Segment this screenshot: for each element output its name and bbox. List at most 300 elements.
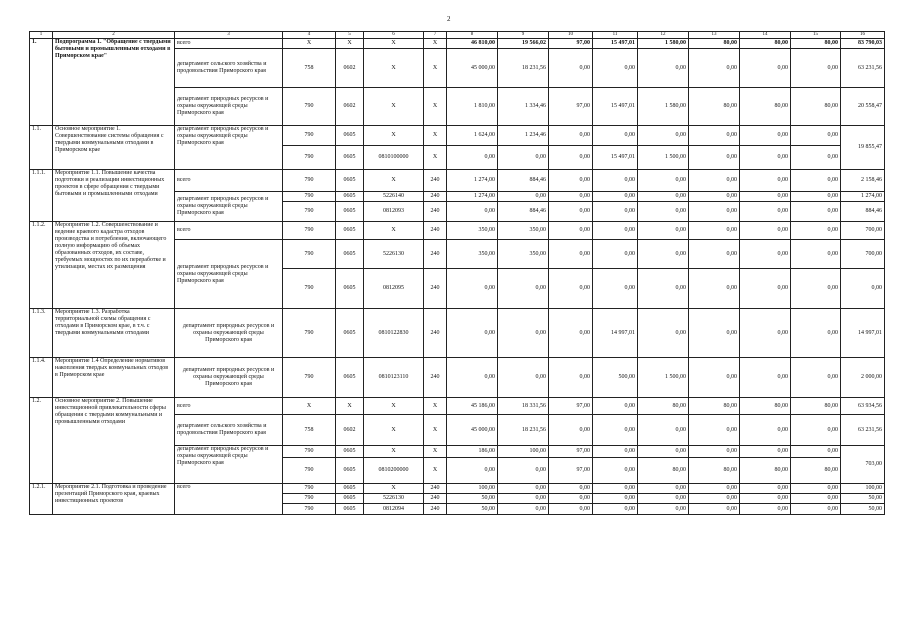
table-cell: 0,00 xyxy=(447,202,498,222)
table-cell: 0810200000 xyxy=(364,458,424,484)
table-cell: 80,00 xyxy=(740,39,791,49)
column-number: 16 xyxy=(841,32,885,39)
table-cell: 0,00 xyxy=(638,126,689,146)
table-row xyxy=(30,222,885,240)
table-cell: 0,00 xyxy=(593,192,638,202)
table-cell: 790 xyxy=(283,146,336,170)
table-cell: 100,00 xyxy=(447,484,498,494)
table-cell: 0,00 xyxy=(549,222,593,240)
table-cell: 45 000,00 xyxy=(447,49,498,88)
table-cell: 18 231,56 xyxy=(498,415,549,446)
table-cell: 0,00 xyxy=(791,202,841,222)
table-cell: 0,00 xyxy=(549,126,593,146)
table-cell: 0,00 xyxy=(638,49,689,88)
table-cell: 884,46 xyxy=(498,170,549,192)
table-cell: 63 231,56 xyxy=(841,415,885,446)
table-cell: 0605 xyxy=(336,202,364,222)
table-cell: 0,00 xyxy=(593,170,638,192)
table-cell: X xyxy=(424,458,447,484)
table-cell: 1.1.3. xyxy=(30,309,53,358)
table-cell: 0,00 xyxy=(740,202,791,222)
table-cell: 0,00 xyxy=(549,192,593,202)
table-cell: 0,00 xyxy=(791,504,841,515)
table-cell: 0,00 xyxy=(740,484,791,494)
table-cell: 0,00 xyxy=(791,484,841,494)
table-cell: 240 xyxy=(424,170,447,192)
table-cell: 15 497,01 xyxy=(593,88,638,126)
table-cell: 0,00 xyxy=(593,484,638,494)
table-cell: 80,00 xyxy=(689,88,740,126)
table-cell: 0,00 xyxy=(593,458,638,484)
table-cell: 97,00 xyxy=(549,88,593,126)
table-cell: 0,00 xyxy=(689,222,740,240)
table-cell: 790 xyxy=(283,170,336,192)
table-cell: 240 xyxy=(424,309,447,358)
table-cell: X xyxy=(364,446,424,458)
table-cell: 240 xyxy=(424,494,447,504)
table-cell: 80,00 xyxy=(740,88,791,126)
table-cell: 790 xyxy=(283,88,336,126)
table-cell: 0,00 xyxy=(638,269,689,309)
table-row xyxy=(30,170,885,192)
table-cell: 0,00 xyxy=(447,146,498,170)
table-cell: 0,00 xyxy=(791,49,841,88)
table-cell: 0810122830 xyxy=(364,309,424,358)
table-cell: 350,00 xyxy=(447,240,498,269)
table-cell: 240 xyxy=(424,240,447,269)
table-cell: 0,00 xyxy=(740,126,791,146)
table-cell: 0,00 xyxy=(791,494,841,504)
column-number: 13 xyxy=(689,32,740,39)
column-number: 9 xyxy=(498,32,549,39)
table-cell: 0,00 xyxy=(638,192,689,202)
table-cell: 1 274,00 xyxy=(841,192,885,202)
table-cell: 0,00 xyxy=(638,494,689,504)
table-cell: 0,00 xyxy=(638,170,689,192)
table-cell: 0,00 xyxy=(689,484,740,494)
table-cell: 0,00 xyxy=(689,49,740,88)
table-cell: 0602 xyxy=(336,415,364,446)
table-cell: 0,00 xyxy=(549,146,593,170)
table-cell: 0,00 xyxy=(498,309,549,358)
column-number: 11 xyxy=(593,32,638,39)
table-cell: 0,00 xyxy=(740,146,791,170)
table-cell: 790 xyxy=(283,192,336,202)
table-cell: 0,00 xyxy=(791,269,841,309)
table-cell: 0,00 xyxy=(740,170,791,192)
table-cell: 20 558,47 xyxy=(841,88,885,126)
table-cell: 0812094 xyxy=(364,504,424,515)
table-cell: X xyxy=(424,39,447,49)
table-cell: 0,00 xyxy=(498,494,549,504)
table-cell: департамент сельского хозяйства и продовольствия Приморского края xyxy=(175,49,283,88)
table-row xyxy=(30,484,885,494)
table-row xyxy=(30,126,885,146)
table-cell: 703,00 xyxy=(841,446,885,484)
table-cell: 80,00 xyxy=(740,398,791,415)
table-cell: 0,00 xyxy=(689,146,740,170)
table-cell: 15 497,01 xyxy=(593,146,638,170)
table-cell: 46 810,00 xyxy=(447,39,498,49)
table-cell: 758 xyxy=(283,415,336,446)
table-cell: X xyxy=(424,398,447,415)
table-cell: 0,00 xyxy=(549,240,593,269)
table-cell: 80,00 xyxy=(638,398,689,415)
table-cell: 0605 xyxy=(336,146,364,170)
table-cell: 1 580,00 xyxy=(638,88,689,126)
table-cell: 500,00 xyxy=(593,358,638,398)
table-cell: 1. xyxy=(30,39,53,126)
table-cell: 884,46 xyxy=(841,202,885,222)
table-cell: 2 158,46 xyxy=(841,170,885,192)
table-cell: 19 566,02 xyxy=(498,39,549,49)
table-cell: 0,00 xyxy=(593,494,638,504)
table-cell: 0602 xyxy=(336,88,364,126)
table-cell: 0,00 xyxy=(791,170,841,192)
table-cell: 1 580,00 xyxy=(638,39,689,49)
table-cell: Мероприятие 1.3. Разработка территориальной схемы обращения с отходами в Приморском крае, в т.ч. с твердыми коммунальными отходами xyxy=(53,309,175,358)
table-cell: 0,00 xyxy=(549,49,593,88)
column-number: 2 xyxy=(53,32,175,39)
table-cell: 97,00 xyxy=(549,446,593,458)
table-cell: 0,00 xyxy=(740,358,791,398)
table-cell: 240 xyxy=(424,269,447,309)
table-cell: 0,00 xyxy=(498,269,549,309)
table-cell: 0,00 xyxy=(740,222,791,240)
table-cell: 1 334,46 xyxy=(498,88,549,126)
table-cell: 0,00 xyxy=(447,358,498,398)
table-cell: 0,00 xyxy=(791,240,841,269)
table-cell: 0,00 xyxy=(593,49,638,88)
table-cell: 0,00 xyxy=(593,222,638,240)
table-cell: 0,00 xyxy=(689,494,740,504)
table-cell: 14 997,01 xyxy=(593,309,638,358)
table-cell: 80,00 xyxy=(689,398,740,415)
table-cell: 0,00 xyxy=(689,415,740,446)
table-cell: 350,00 xyxy=(498,222,549,240)
table-cell: Мероприятие 1.4 Определение нормативов накопления твердых коммунальных отходов в Приморском крае xyxy=(53,358,175,398)
table-cell: 1 234,46 xyxy=(498,126,549,146)
table-cell: всего xyxy=(175,39,283,49)
table-cell: 0605 xyxy=(336,484,364,494)
table-cell: 0,00 xyxy=(549,202,593,222)
table-cell: 0,00 xyxy=(638,415,689,446)
table-cell: 0,00 xyxy=(593,269,638,309)
table-cell: 0605 xyxy=(336,458,364,484)
table-cell: департамент природных ресурсов и охраны окружающей среды Приморского края xyxy=(175,309,283,358)
table-cell: всего xyxy=(175,222,283,240)
table-cell: 2 000,00 xyxy=(841,358,885,398)
table-cell: Мероприятие 2.1. Подготовка и проведение презентаций Приморского края, краевых инвестиционных проектов xyxy=(53,484,175,515)
table-cell: Мероприятие 1.2. Совершенствование и ведение краевого кадастра отходов производства и потребления, включающего полную информацию об объемах образованных отходов, их составе, требуемых мощностях по их переработке и утилизации, местах их размещения xyxy=(53,222,175,309)
table-cell: 0,00 xyxy=(689,504,740,515)
table-cell: 0605 xyxy=(336,240,364,269)
table-cell: X xyxy=(364,484,424,494)
table-cell: 0,00 xyxy=(791,126,841,146)
table-cell: 0,00 xyxy=(791,146,841,170)
table-cell: 0,00 xyxy=(740,269,791,309)
table-cell: 790 xyxy=(283,309,336,358)
table-cell: 0,00 xyxy=(549,484,593,494)
table-cell: 0605 xyxy=(336,170,364,192)
table-cell: 790 xyxy=(283,222,336,240)
table-cell: X xyxy=(364,170,424,192)
table-cell: 0605 xyxy=(336,309,364,358)
table-cell: X xyxy=(364,39,424,49)
table-cell: 0,00 xyxy=(740,446,791,458)
table-cell: 0,00 xyxy=(791,309,841,358)
table-cell: департамент природных ресурсов и охраны окружающей среды Приморского края xyxy=(175,446,283,484)
table-cell: 80,00 xyxy=(689,458,740,484)
table-cell: 0,00 xyxy=(549,269,593,309)
table-cell: департамент природных ресурсов и охраны окружающей среды Приморского края xyxy=(175,126,283,170)
table-cell: 0,00 xyxy=(593,126,638,146)
table-cell: 790 xyxy=(283,504,336,515)
table-cell: 0,00 xyxy=(498,358,549,398)
column-number: 7 xyxy=(424,32,447,39)
table-cell: 0,00 xyxy=(498,146,549,170)
table-cell: 240 xyxy=(424,202,447,222)
table-cell: 0,00 xyxy=(638,222,689,240)
table-cell: X xyxy=(364,415,424,446)
table-cell: 1.2. xyxy=(30,398,53,484)
table-cell: 1.1.4. xyxy=(30,358,53,398)
table-cell: 0,00 xyxy=(593,398,638,415)
table-cell: 0,00 xyxy=(593,240,638,269)
table-cell: 80,00 xyxy=(791,88,841,126)
column-number: 15 xyxy=(791,32,841,39)
table-cell: 1 274,00 xyxy=(447,170,498,192)
table-cell: 0,00 xyxy=(447,309,498,358)
table-cell: 0,00 xyxy=(549,504,593,515)
table-cell: 1.1.1. xyxy=(30,170,53,222)
table-cell: 0,00 xyxy=(593,504,638,515)
table-cell: Основное мероприятие 2. Повышение инвестиционной привлекательности сферы обращения с твердыми коммунальными и промышленными отходами xyxy=(53,398,175,484)
table-cell: 240 xyxy=(424,222,447,240)
table-cell: 0,00 xyxy=(549,358,593,398)
table-cell: 0605 xyxy=(336,504,364,515)
table-row xyxy=(30,309,885,358)
column-number: 10 xyxy=(549,32,593,39)
table-cell: X xyxy=(364,88,424,126)
table-cell: 0,00 xyxy=(791,446,841,458)
column-number: 1 xyxy=(30,32,53,39)
table-cell: 80,00 xyxy=(740,458,791,484)
table-cell: 80,00 xyxy=(791,398,841,415)
table-cell: Основное мероприятие 1. Совершенствование системы обращения с твердыми коммунальными отходами в Приморском крае xyxy=(53,126,175,170)
table-cell: 0,00 xyxy=(549,415,593,446)
table-cell: 50,00 xyxy=(447,494,498,504)
table-row xyxy=(30,398,885,415)
table-cell: X xyxy=(424,146,447,170)
table-cell: 0,00 xyxy=(593,202,638,222)
table-cell: 0,00 xyxy=(689,446,740,458)
table-cell: 83 790,03 xyxy=(841,39,885,49)
table-cell: 0602 xyxy=(336,49,364,88)
table-cell: 0,00 xyxy=(740,192,791,202)
table-cell: 790 xyxy=(283,240,336,269)
table-cell: 1.2.1. xyxy=(30,484,53,515)
table-cell: 0,00 xyxy=(689,240,740,269)
table-cell: 790 xyxy=(283,202,336,222)
table-cell: 50,00 xyxy=(841,494,885,504)
table-cell: X xyxy=(336,39,364,49)
table-cell: 0,00 xyxy=(593,415,638,446)
table-cell: 350,00 xyxy=(498,240,549,269)
table-cell: X xyxy=(283,39,336,49)
table-cell: 0,00 xyxy=(638,309,689,358)
table-cell: 240 xyxy=(424,484,447,494)
table-cell: 18 331,56 xyxy=(498,398,549,415)
table-cell: X xyxy=(336,398,364,415)
table-cell: 5226140 xyxy=(364,192,424,202)
table-cell: 790 xyxy=(283,269,336,309)
table-cell: X xyxy=(424,415,447,446)
header-row xyxy=(30,32,885,39)
table-cell: 790 xyxy=(283,484,336,494)
table-row xyxy=(30,358,885,398)
table-cell: 45 186,00 xyxy=(447,398,498,415)
table-cell: 0,00 xyxy=(498,192,549,202)
table-cell: Мероприятие 1.1. Повышение качества подготовки и реализации инвестиционных проектов в сфере обращения с твердыми бытовыми и промышленными отходами xyxy=(53,170,175,222)
column-number: 14 xyxy=(740,32,791,39)
table-cell: 15 497,01 xyxy=(593,39,638,49)
table-cell: 0,00 xyxy=(740,504,791,515)
table-cell: 700,00 xyxy=(841,222,885,240)
table-cell: 0,00 xyxy=(498,504,549,515)
table-cell: 0,00 xyxy=(689,126,740,146)
table-cell: 0,00 xyxy=(689,170,740,192)
table-cell: 0,00 xyxy=(549,170,593,192)
table-cell: 1 624,00 xyxy=(447,126,498,146)
table-cell: 80,00 xyxy=(638,458,689,484)
table-cell: 97,00 xyxy=(549,398,593,415)
table-cell: 1.1. xyxy=(30,126,53,170)
column-number: 4 xyxy=(283,32,336,39)
table-cell: 100,00 xyxy=(498,446,549,458)
table-cell: 0,00 xyxy=(740,240,791,269)
table-cell: 0,00 xyxy=(638,504,689,515)
table-cell: 0,00 xyxy=(791,192,841,202)
table-cell: X xyxy=(364,222,424,240)
table-cell: 0605 xyxy=(336,222,364,240)
table-cell: 0,00 xyxy=(841,269,885,309)
table-cell: 0,00 xyxy=(791,358,841,398)
column-number: 8 xyxy=(447,32,498,39)
table-cell: X xyxy=(364,49,424,88)
table-cell: X xyxy=(424,446,447,458)
column-number: 5 xyxy=(336,32,364,39)
table-cell: 0,00 xyxy=(447,458,498,484)
table-cell: 790 xyxy=(283,494,336,504)
table-cell: 758 xyxy=(283,49,336,88)
table-cell: 0605 xyxy=(336,126,364,146)
table-cell: 0,00 xyxy=(689,358,740,398)
table-cell: 5226130 xyxy=(364,240,424,269)
table-cell: X xyxy=(364,126,424,146)
table-cell: X xyxy=(424,49,447,88)
table-cell: 14 997,01 xyxy=(841,309,885,358)
table-cell: 80,00 xyxy=(791,458,841,484)
page-number: 2 xyxy=(447,15,451,23)
table-cell: 0,00 xyxy=(593,446,638,458)
table-cell: 97,00 xyxy=(549,458,593,484)
column-number: 6 xyxy=(364,32,424,39)
table-cell: 240 xyxy=(424,358,447,398)
table-cell: 0,00 xyxy=(498,458,549,484)
table-cell: всего xyxy=(175,170,283,192)
column-number: 3 xyxy=(175,32,283,39)
table-cell: 0,00 xyxy=(740,415,791,446)
table-cell: 0810100000 xyxy=(364,146,424,170)
table-cell: 45 000,00 xyxy=(447,415,498,446)
table-cell: 0,00 xyxy=(689,202,740,222)
table-cell: 18 231,56 xyxy=(498,49,549,88)
table-cell: 5226130 xyxy=(364,494,424,504)
table-cell: 1 274,00 xyxy=(447,192,498,202)
column-number: 12 xyxy=(638,32,689,39)
table-cell: 790 xyxy=(283,446,336,458)
table-cell: 63 231,56 xyxy=(841,49,885,88)
table-cell: 1 810,00 xyxy=(447,88,498,126)
table-cell: 63 934,56 xyxy=(841,398,885,415)
budget-table xyxy=(29,31,885,515)
table-cell: 0,00 xyxy=(740,49,791,88)
table-cell: 100,00 xyxy=(841,484,885,494)
table-cell: 0,00 xyxy=(689,192,740,202)
table-cell: 790 xyxy=(283,358,336,398)
table-cell: 50,00 xyxy=(841,504,885,515)
table-cell: департамент природных ресурсов и охраны окружающей среды Приморского края xyxy=(175,358,283,398)
table-cell: 0,00 xyxy=(549,309,593,358)
table-cell: 0,00 xyxy=(791,222,841,240)
table-cell: 1 500,00 xyxy=(638,146,689,170)
table-cell: департамент сельского хозяйства и продовольствия Приморского края xyxy=(175,415,283,446)
table-cell: всего xyxy=(175,398,283,415)
table-cell: 240 xyxy=(424,192,447,202)
table-cell: 700,00 xyxy=(841,240,885,269)
table-cell: 350,00 xyxy=(447,222,498,240)
table-cell: 0,00 xyxy=(638,484,689,494)
table-cell: всего xyxy=(175,484,283,515)
table-cell: 0605 xyxy=(336,192,364,202)
table-cell: 0,00 xyxy=(638,446,689,458)
table-cell: 0,00 xyxy=(498,484,549,494)
table-cell: 0605 xyxy=(336,269,364,309)
table-cell: 0,00 xyxy=(549,494,593,504)
table-cell: департамент природных ресурсов и охраны окружающей среды Приморского края xyxy=(175,240,283,309)
table-cell: 186,00 xyxy=(447,446,498,458)
table-cell: 0,00 xyxy=(638,202,689,222)
table-cell: 19 855,47 xyxy=(841,126,885,170)
table-cell: 0,00 xyxy=(791,415,841,446)
table-cell: 97,00 xyxy=(549,39,593,49)
table-cell: департамент природных ресурсов и охраны окружающей среды Приморского края xyxy=(175,88,283,126)
table-cell: 0812095 xyxy=(364,269,424,309)
table-cell: 0,00 xyxy=(740,494,791,504)
table-row xyxy=(30,39,885,49)
table-cell: Подпрограмма 1. "Обращение с твердыми бытовыми и промышленными отходами в Приморском крае" xyxy=(53,39,175,126)
table-cell: 0,00 xyxy=(638,240,689,269)
table-cell: 80,00 xyxy=(689,39,740,49)
table-cell: 240 xyxy=(424,504,447,515)
table-cell: 1 500,00 xyxy=(638,358,689,398)
table-cell: X xyxy=(364,398,424,415)
table-cell: 0605 xyxy=(336,358,364,398)
table-cell: 0,00 xyxy=(689,309,740,358)
table-cell: 0,00 xyxy=(689,269,740,309)
table-cell: 1.1.2. xyxy=(30,222,53,309)
